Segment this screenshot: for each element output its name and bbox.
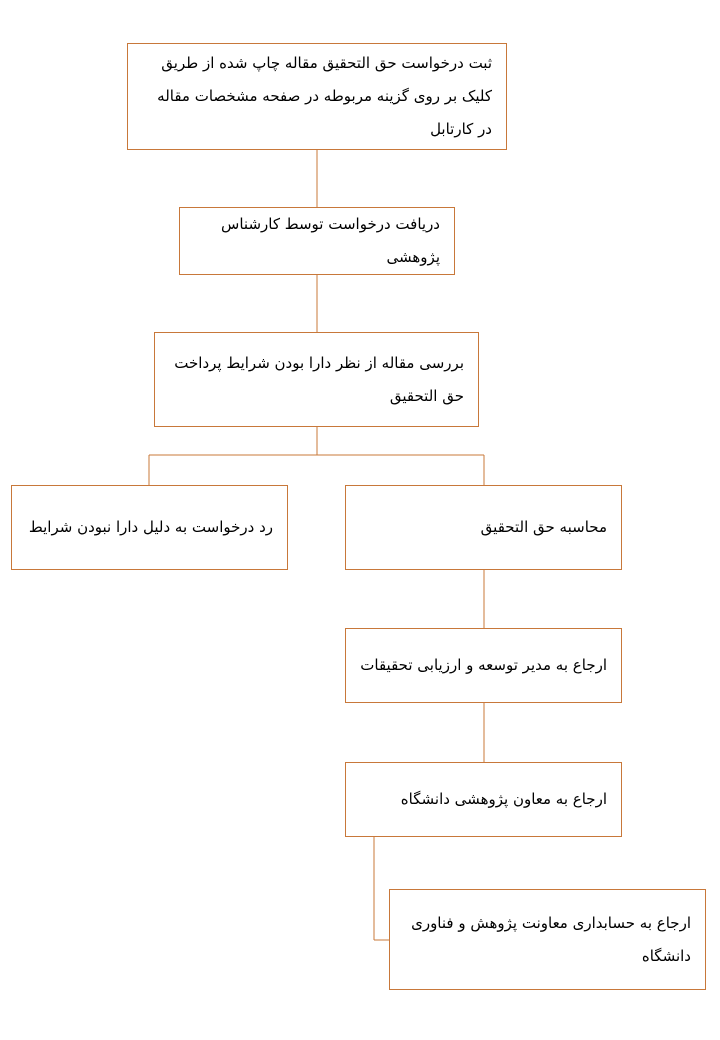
node-review-article bbox=[154, 332, 479, 427]
node-receive-by-expert-label: دریافت درخواست توسط کارشناس پژوهشی bbox=[221, 215, 440, 266]
node-reject-request-label: رد درخواست به دلیل دارا نبودن شرایط bbox=[28, 518, 273, 536]
node-refer-accounting-label: ارجاع به حسابداری معاونت پژوهش و فناوری دانشگاه bbox=[411, 913, 691, 965]
node-refer-vice-chancellor bbox=[345, 762, 622, 837]
node-refer-research-manager bbox=[345, 628, 622, 703]
node-refer-vice-chancellor-label: ارجاع به معاون پژوهشی دانشگاه bbox=[400, 790, 607, 808]
node-calculate-fee-label: محاسبه حق التحقیق bbox=[480, 518, 607, 536]
node-receive-by-expert bbox=[179, 207, 455, 275]
node-review-article-label: بررسی مقاله از نظر دارا بودن شرایط پرداخت حق التحقیق bbox=[174, 353, 464, 405]
node-register-request-label: ثبت درخواست حق التحقیق مقاله چاپ شده از طریق کلیک بر روی گزینه مربوطه در صفحه مشخصات مقاله در کارتابل bbox=[157, 54, 492, 138]
node-reject-request bbox=[11, 485, 288, 570]
node-refer-research-manager-label: ارجاع به مدیر توسعه و ارزیابی تحقیقات bbox=[360, 656, 607, 674]
node-calculate-fee bbox=[345, 485, 622, 570]
node-refer-accounting bbox=[389, 889, 706, 990]
node-register-request bbox=[127, 43, 507, 150]
